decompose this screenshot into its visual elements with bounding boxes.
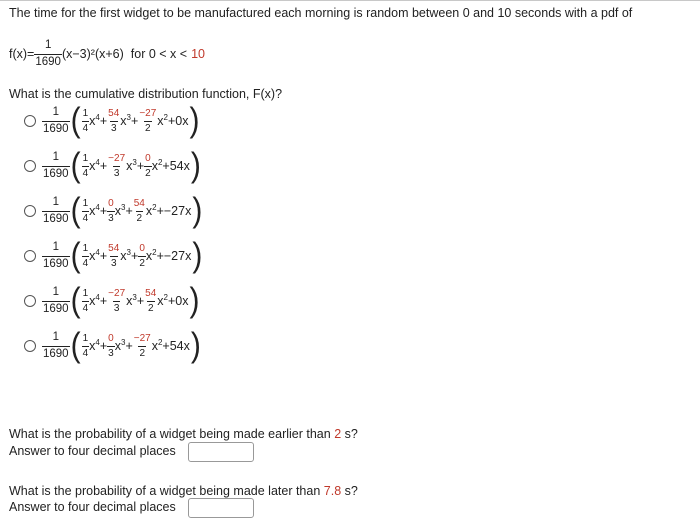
coefficient-denominator: 4 xyxy=(82,257,89,269)
coefficient-numerator: 1 xyxy=(82,332,89,344)
plus-sign: + xyxy=(99,204,108,218)
prefix-denominator: 1690 xyxy=(43,257,69,270)
term-x4 xyxy=(82,244,100,269)
right-paren: ) xyxy=(189,101,200,140)
right-paren: ) xyxy=(190,146,201,185)
coefficient-numerator: 1 xyxy=(82,197,89,209)
term-x3 xyxy=(100,109,131,134)
plus-sign: + xyxy=(99,114,108,128)
prefix-numerator: 1 xyxy=(52,241,59,253)
prefix-numerator: 1 xyxy=(52,151,59,163)
prefix-numerator: 1 xyxy=(52,196,59,208)
coefficient-denominator: 4 xyxy=(82,302,89,314)
coefficient-numerator: 54 xyxy=(108,242,120,254)
coefficient-fraction xyxy=(82,289,90,314)
x-power: $x^4$ xyxy=(89,248,100,263)
plus-sign: + xyxy=(136,159,145,173)
linear-term: +54x xyxy=(162,159,190,173)
coefficient-numerator: 0 xyxy=(139,242,145,254)
x-power: $x^3$ xyxy=(126,158,137,173)
cdf-option-2[interactable] xyxy=(24,146,202,186)
question-earlier-text: What is the probability of a widget being made earlier than xyxy=(9,427,331,441)
question-earlier-unit: s? xyxy=(344,427,358,441)
right-paren: ) xyxy=(190,326,201,365)
x-power: $x^4$ xyxy=(89,158,100,173)
coefficient-numerator: −27 xyxy=(133,332,151,344)
term-x4 xyxy=(82,334,100,359)
term-x2 xyxy=(131,109,168,134)
coefficient-fraction xyxy=(82,199,90,224)
linear-term: +−27x xyxy=(156,249,192,263)
cdf-option-4[interactable] xyxy=(24,236,203,276)
plus-sign: + xyxy=(99,294,108,308)
x-power: $x^3$ xyxy=(114,338,126,353)
term-x4 xyxy=(82,154,100,179)
question-later xyxy=(9,484,358,498)
term-x2 xyxy=(125,334,162,359)
question-cdf: What is the cumulative distribution function, F(x)? xyxy=(9,87,283,101)
coefficient-fraction xyxy=(82,154,90,179)
term-x3 xyxy=(100,244,131,269)
coefficient-numerator: 0 xyxy=(145,152,151,164)
answer-label-earlier: Answer to four decimal places xyxy=(9,444,176,458)
x-power: $x^3$ xyxy=(120,113,131,128)
coefficient-numerator: 54 xyxy=(108,107,120,119)
coefficient-denominator: 4 xyxy=(82,212,89,224)
coefficient-denominator: 4 xyxy=(82,167,89,179)
radio-button[interactable] xyxy=(24,205,36,217)
coefficient-denominator: 2 xyxy=(145,122,151,134)
coefficient-denominator: 3 xyxy=(108,347,114,359)
top-divider xyxy=(0,0,700,1)
coefficient-numerator: −27 xyxy=(108,152,126,164)
question-earlier-value: 2 xyxy=(334,427,342,441)
question-later-value: 7.8 xyxy=(323,484,342,498)
right-paren: ) xyxy=(192,236,203,275)
pdf-numerator: 1 xyxy=(44,39,52,51)
x-power: $x^3$ xyxy=(120,248,131,263)
coefficient-numerator: 1 xyxy=(82,242,89,254)
coefficient-denominator: 2 xyxy=(147,302,154,314)
coefficient-numerator: 1 xyxy=(82,152,89,164)
coefficient-numerator: 54 xyxy=(145,287,157,299)
term-x3 xyxy=(100,334,126,359)
coefficient-fraction xyxy=(82,334,90,359)
coefficient-denominator: 4 xyxy=(82,347,89,359)
x-power: $x^4$ xyxy=(89,203,100,218)
question-later-unit: s? xyxy=(344,484,358,498)
term-x4 xyxy=(82,199,100,224)
x-power: $x^2$ xyxy=(145,203,157,218)
x-power: $x^4$ xyxy=(89,293,100,308)
coefficient-denominator: 2 xyxy=(136,212,143,224)
coefficient-numerator: 1 xyxy=(82,287,89,299)
option-prefix-fraction xyxy=(42,197,70,225)
coefficient-numerator: −27 xyxy=(108,287,126,299)
coefficient-denominator: 3 xyxy=(108,212,114,224)
cdf-option-1[interactable] xyxy=(24,101,201,141)
pdf-equation xyxy=(9,40,205,68)
x-power: $x^3$ xyxy=(114,203,126,218)
plus-sign: + xyxy=(131,114,139,128)
x-power: $x^3$ xyxy=(126,293,137,308)
option-prefix-fraction xyxy=(42,107,70,135)
coefficient-denominator: 2 xyxy=(145,167,151,179)
coefficient-fraction xyxy=(107,199,115,224)
coefficient-fraction xyxy=(82,109,90,134)
term-x3 xyxy=(100,154,137,179)
pdf-condition-max: 10 xyxy=(191,47,205,61)
left-paren: ( xyxy=(70,326,81,365)
term-x2 xyxy=(125,199,156,224)
coefficient-denominator: 3 xyxy=(113,167,120,179)
prefix-denominator: 1690 xyxy=(43,212,69,225)
cdf-option-5[interactable] xyxy=(24,281,201,321)
coefficient-fraction xyxy=(107,244,120,269)
coefficient-fraction xyxy=(138,244,146,269)
option-prefix-fraction xyxy=(42,152,70,180)
coefficient-denominator: 3 xyxy=(110,257,117,269)
right-paren: ) xyxy=(189,281,200,320)
term-x3 xyxy=(100,289,137,314)
linear-term: +0x xyxy=(167,294,189,308)
plus-sign: + xyxy=(125,339,133,353)
radio-button[interactable] xyxy=(24,160,36,172)
plus-sign: + xyxy=(99,339,108,353)
pdf-condition: for 0 < x < xyxy=(130,47,188,61)
question-later-text: What is the probability of a widget being made later than xyxy=(9,484,321,498)
term-x2 xyxy=(131,244,157,269)
plus-sign: + xyxy=(99,159,108,173)
coefficient-fraction xyxy=(107,109,120,134)
cdf-option-6[interactable] xyxy=(24,326,202,366)
x-power: $x^2$ xyxy=(145,248,157,263)
plus-sign: + xyxy=(125,204,133,218)
answer-input-earlier[interactable] xyxy=(188,442,254,462)
coefficient-fraction xyxy=(107,289,126,314)
coefficient-fraction xyxy=(107,334,115,359)
radio-button[interactable] xyxy=(24,115,36,127)
left-paren: ( xyxy=(70,146,81,185)
pdf-fraction xyxy=(34,40,62,68)
cdf-option-3[interactable] xyxy=(24,191,203,231)
coefficient-fraction xyxy=(133,199,146,224)
x-power: $x^4$ xyxy=(89,338,100,353)
left-paren: ( xyxy=(70,236,81,275)
coefficient-denominator: 2 xyxy=(139,257,145,269)
pdf-denominator: 1690 xyxy=(35,55,61,68)
question-earlier xyxy=(9,427,358,441)
term-x4 xyxy=(82,289,100,314)
linear-term: +0x xyxy=(167,114,189,128)
plus-sign: + xyxy=(136,294,145,308)
prefix-denominator: 1690 xyxy=(43,347,69,360)
coefficient-numerator: 1 xyxy=(82,107,89,119)
answer-input-later[interactable] xyxy=(188,498,254,518)
coefficient-denominator: 2 xyxy=(139,347,146,359)
coefficient-fraction xyxy=(107,154,126,179)
x-power: $x^4$ xyxy=(89,113,100,128)
coefficient-numerator: 0 xyxy=(108,332,114,344)
prefix-numerator: 1 xyxy=(52,331,59,343)
radio-button[interactable] xyxy=(24,295,36,307)
coefficient-fraction xyxy=(138,109,157,134)
plus-sign: + xyxy=(99,249,108,263)
coefficient-numerator: −27 xyxy=(139,107,157,119)
linear-term: +−27x xyxy=(156,204,192,218)
plus-sign: + xyxy=(131,249,139,263)
option-prefix-fraction xyxy=(42,287,70,315)
prefix-numerator: 1 xyxy=(52,106,59,118)
term-x2 xyxy=(137,154,163,179)
term-x3 xyxy=(100,199,126,224)
prefix-denominator: 1690 xyxy=(43,122,69,135)
linear-term: +54x xyxy=(162,339,190,353)
option-prefix-fraction xyxy=(42,332,70,360)
option-prefix-fraction xyxy=(42,242,70,270)
coefficient-numerator: 54 xyxy=(133,197,145,209)
prefix-numerator: 1 xyxy=(52,286,59,298)
prefix-denominator: 1690 xyxy=(43,302,69,315)
prefix-denominator: 1690 xyxy=(43,167,69,180)
coefficient-fraction xyxy=(133,334,152,359)
coefficient-fraction xyxy=(144,289,157,314)
x-power: $x^2$ xyxy=(157,113,168,128)
pdf-lhs: f(x)= xyxy=(9,47,35,61)
coefficient-fraction xyxy=(82,244,90,269)
coefficient-denominator: 3 xyxy=(110,122,117,134)
x-power: $x^2$ xyxy=(157,293,168,308)
term-x2 xyxy=(137,289,168,314)
x-power: $x^2$ xyxy=(151,158,163,173)
term-x4 xyxy=(82,109,100,134)
x-power: $x^2$ xyxy=(151,338,163,353)
coefficient-fraction xyxy=(144,154,152,179)
pdf-body: (x−3)²(x+6) xyxy=(61,47,124,61)
answer-label-later: Answer to four decimal places xyxy=(9,500,176,514)
radio-button[interactable] xyxy=(24,250,36,262)
radio-button[interactable] xyxy=(24,340,36,352)
coefficient-numerator: 0 xyxy=(108,197,114,209)
left-paren: ( xyxy=(70,191,81,230)
coefficient-denominator: 3 xyxy=(113,302,120,314)
left-paren: ( xyxy=(70,101,81,140)
right-paren: ) xyxy=(192,191,203,230)
left-paren: ( xyxy=(70,281,81,320)
coefficient-denominator: 4 xyxy=(82,122,89,134)
intro-text: The time for the first widget to be manufactured each morning is random between 0 and 10 seconds with a pdf of xyxy=(9,6,633,20)
